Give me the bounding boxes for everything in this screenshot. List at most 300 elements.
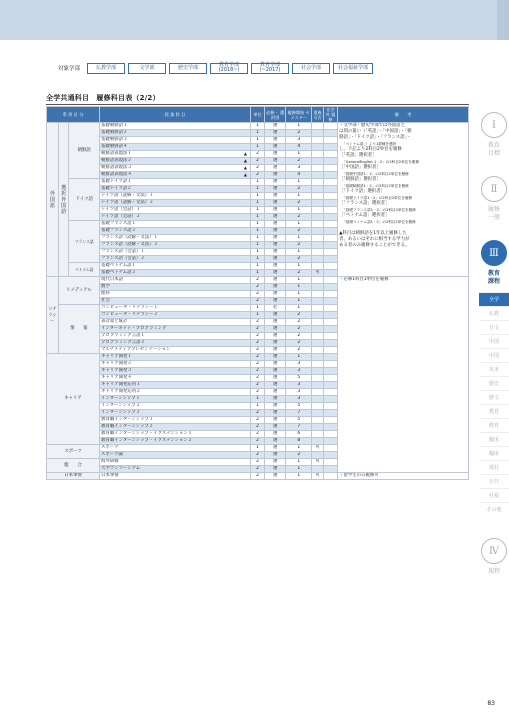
section-numeral-icon[interactable]: Ⅲ [481, 240, 507, 266]
semester-cell: 3 [286, 361, 312, 368]
subject-cell [100, 445, 251, 452]
category-cell: フランス語 [69, 221, 100, 263]
semester-cell: 2 [286, 326, 312, 333]
subject-name: キャリア開発２ [101, 361, 132, 366]
semester-cell: 1 [286, 151, 312, 158]
subject-name: 基礎ドイツ語１ [101, 179, 132, 184]
repeat-cell [312, 333, 324, 340]
semester-cell: 1 [286, 284, 312, 291]
repeat-cell [312, 235, 324, 242]
subject-cell [100, 235, 251, 242]
subject-name: インターンシップ２ [101, 403, 141, 408]
faculty-tag[interactable]: 教育学部 (2018~) [210, 63, 248, 74]
required-cell: 選 [265, 410, 286, 417]
units-cell: 1 [250, 193, 264, 200]
units-cell: 1 [250, 123, 264, 130]
header-units: 単位 [250, 107, 264, 123]
ac-cell [323, 438, 337, 445]
semester-cell: 7 [286, 410, 312, 417]
required-cell: 選 [265, 144, 286, 151]
units-cell: 1 [250, 403, 264, 410]
units-cell: 1 [250, 235, 264, 242]
ac-cell [323, 396, 337, 403]
triangle-icon: ▲ [243, 172, 247, 177]
subject-name: インターンシップ３ [101, 410, 141, 415]
repeat-cell: 可 [312, 473, 324, 480]
subject-cell [100, 144, 251, 151]
units-cell: 1 [250, 130, 264, 137]
semester-cell: 2 [286, 340, 312, 347]
sidebar-item[interactable]: 公共 [479, 474, 509, 488]
course-table [46, 106, 469, 480]
ac-cell [323, 354, 337, 361]
header-repeat: 重複 可否 [312, 107, 324, 123]
note-line: 「基礎ベトナム語1・2」の2科目2単位を履修 [342, 220, 416, 224]
ac-cell [323, 291, 337, 298]
sidebar-item[interactable]: 中国 [479, 348, 509, 362]
repeat-cell [312, 228, 324, 235]
semester-cell: 1 [286, 305, 312, 312]
subject-cell [100, 431, 251, 438]
notes-cell [338, 123, 469, 277]
subject-cell [100, 361, 251, 368]
subject-name: 朝鮮語表現法３ [101, 165, 132, 170]
section-sidebar [475, 104, 509, 576]
subject-cell [100, 403, 251, 410]
subject-name: キャリア開発４ [101, 375, 132, 380]
note-line: 「基礎中国語1・2」の2科目2単位を履修 [342, 172, 409, 176]
ac-cell [323, 172, 337, 179]
repeat-cell [312, 375, 324, 382]
ac-cell [323, 431, 337, 438]
repeat-cell [312, 214, 324, 221]
sidebar-item[interactable]: 歴史 [479, 376, 509, 390]
units-cell: 2 [250, 165, 264, 172]
repeat-cell [312, 165, 324, 172]
units-cell: 1 [250, 445, 264, 452]
repeat-cell [312, 277, 324, 284]
repeat-cell: 可 [312, 270, 324, 277]
units-cell: 1 [250, 228, 264, 235]
units-cell: 2 [250, 417, 264, 424]
subject-name: 理科 [101, 291, 110, 296]
subject-cell [100, 340, 251, 347]
note-line: 「基礎朝鮮語1・2」の2科目2単位を履修 [342, 184, 409, 188]
semester-cell: 2 [286, 270, 312, 277]
target-label: 対象学部 [58, 66, 81, 72]
required-cell: 選 [265, 151, 286, 158]
subject-cell [100, 312, 251, 319]
semester-cell: 1 [286, 221, 312, 228]
ac-cell [323, 445, 337, 452]
semester-cell: 6 [286, 431, 312, 438]
units-cell: 2 [250, 291, 264, 298]
units-cell: 2 [250, 375, 264, 382]
semester-cell: 5 [286, 403, 312, 410]
repeat-cell [312, 354, 324, 361]
subject-cell [100, 242, 251, 249]
subject-name: 基礎朝鮮語３ [101, 137, 128, 142]
semester-cell: 3 [286, 389, 312, 396]
ac-cell [323, 361, 337, 368]
subject-cell [100, 452, 251, 459]
subject-name: ドイツ語（読解・文法）２ [101, 200, 154, 205]
section-numeral-icon[interactable]: Ⅱ [481, 176, 507, 202]
units-cell: 2 [250, 347, 264, 354]
note-line: 「ベトナム語」）より1群種を選択 [342, 142, 397, 146]
subject-name: 基礎フランス語２ [101, 228, 137, 233]
sidebar-item[interactable]: 現社 [479, 460, 509, 474]
required-cell: 選 [265, 361, 286, 368]
ac-cell [323, 312, 337, 319]
semester-cell: 1 [286, 123, 312, 130]
triangle-icon: ▲ [243, 165, 247, 170]
repeat-cell [312, 361, 324, 368]
notes-cell: ・留学生のみ履修可 [338, 473, 469, 480]
subject-name: 基礎朝鮮語４ [101, 144, 128, 149]
title-rule [46, 104, 469, 105]
units-cell: 1 [250, 263, 264, 270]
repeat-cell [312, 326, 324, 333]
required-cell: 選 [265, 340, 286, 347]
page-number: 83 [487, 700, 495, 707]
subject-cell [100, 368, 251, 375]
semester-cell: 1 [286, 263, 312, 270]
subject-cell [100, 389, 251, 396]
faculty-tag[interactable]: 仏教学部 [87, 63, 125, 74]
faculty-filter [58, 62, 373, 74]
required-cell: 選 [265, 424, 286, 431]
subject-cell [100, 291, 251, 298]
repeat-cell [312, 347, 324, 354]
units-cell: 2 [250, 361, 264, 368]
subject-cell [100, 214, 251, 221]
subject-name: 表計算と統計 [101, 319, 128, 324]
note-line: し、下記より2科目2単位を履修 [339, 147, 402, 152]
ac-cell [323, 389, 337, 396]
repeat-cell [312, 389, 324, 396]
units-cell: 1 [250, 305, 264, 312]
semester-cell: 2 [286, 319, 312, 326]
section-label[interactable]: 規程 [487, 568, 500, 575]
units-cell: 1 [250, 144, 264, 151]
required-cell: 選 [265, 452, 286, 459]
ac-cell [323, 466, 337, 473]
faculty-tag[interactable]: 文学部 [128, 63, 166, 74]
header-band-edge [497, 0, 509, 40]
faculty-tag[interactable]: 社会学部 [292, 63, 330, 74]
subject-cell [100, 200, 251, 207]
sidebar-item[interactable]: 英米 [479, 362, 509, 376]
units-cell: 2 [250, 284, 264, 291]
repeat-cell [312, 466, 324, 473]
sidebar-item[interactable]: 教育 [479, 418, 509, 432]
note-line: ある者のみ履修することができる。 [339, 243, 410, 248]
semester-cell: 4 [286, 144, 312, 151]
ac-cell [323, 193, 337, 200]
units-cell: 1 [250, 200, 264, 207]
subject-name: 基礎フランス語１ [101, 221, 137, 226]
ac-cell [323, 333, 337, 340]
sidebar-item[interactable]: 仏教 [479, 306, 509, 320]
section-numeral-icon[interactable]: Ⅳ [481, 538, 507, 564]
required-cell: 選 [265, 298, 286, 305]
semester-cell: 1 [286, 249, 312, 256]
subject-cell [100, 130, 251, 137]
note-line: ［「朝鮮語」選択者］ [339, 177, 381, 182]
units-cell: 2 [250, 473, 264, 480]
ac-cell [323, 263, 337, 270]
subject-cell [100, 417, 251, 424]
sidebar-item[interactable]: 日文 [479, 320, 509, 334]
category-cell: ベトナム語 [69, 263, 100, 277]
sidebar-item[interactable]: 全学 [479, 292, 509, 306]
repeat-cell [312, 123, 324, 130]
units-cell: 2 [250, 368, 264, 375]
units-cell: 2 [250, 354, 264, 361]
subject-name: インターネット・プログラミング [101, 326, 167, 331]
required-cell: 選 [265, 228, 286, 235]
semester-cell: 1 [286, 445, 312, 452]
repeat-cell [312, 186, 324, 193]
ac-cell [323, 403, 337, 410]
subject-name: 基礎朝鮮語２ [101, 130, 128, 135]
ac-cell [323, 326, 337, 333]
semester-cell: 1 [286, 291, 312, 298]
subject-name: 朝鮮語表現法４ [101, 172, 132, 177]
table-row [47, 123, 469, 130]
required-cell: 選 [265, 354, 286, 361]
units-cell: 1 [250, 270, 264, 277]
subject-cell [100, 375, 251, 382]
table-row [47, 277, 469, 284]
subject-cell [100, 396, 251, 403]
subject-cell [100, 207, 251, 214]
triangle-icon: ▲ [243, 151, 247, 156]
subject-name: キャリア開発１ [101, 354, 132, 359]
required-cell: 選 [265, 382, 286, 389]
ac-cell [323, 256, 337, 263]
subject-cell [100, 193, 251, 200]
subject-cell [100, 438, 251, 445]
subject-name: 海外研修 [101, 459, 119, 464]
category-cell: 朝鮮語 [69, 123, 100, 179]
repeat-cell [312, 137, 324, 144]
subject-cell [100, 298, 251, 305]
ac-cell [323, 284, 337, 291]
subject-name: 基礎ドイツ語２ [101, 186, 132, 191]
subject-cell [100, 186, 251, 193]
subject-name: スポーツ論 [101, 452, 123, 457]
semester-cell: 2 [286, 312, 312, 319]
units-cell: 2 [250, 298, 264, 305]
required-cell: 選 [265, 459, 286, 466]
ac-cell [323, 151, 337, 158]
repeat-cell [312, 158, 324, 165]
semester-cell: 5 [286, 375, 312, 382]
ac-cell [323, 221, 337, 228]
units-cell: 2 [250, 382, 264, 389]
subject-name: フランス語（会話）１ [101, 249, 145, 254]
subject-cell [100, 137, 251, 144]
semester-cell: 3 [286, 396, 312, 403]
required-cell: 選 [265, 123, 286, 130]
semester-cell: 1 [286, 277, 312, 284]
subject-name: 基礎ベトナム語２ [101, 270, 136, 275]
subject-name: フランス語（読解・文法）１ [101, 235, 158, 240]
category-cell: 日本事情 [47, 473, 100, 480]
semester-cell: 3 [286, 368, 312, 375]
subject-name: 教育職インターンシップ１ [101, 417, 154, 422]
sidebar-item[interactable]: 臨床 [479, 432, 509, 446]
repeat-cell [312, 179, 324, 186]
ac-cell [323, 144, 337, 151]
semester-cell: 2 [286, 256, 312, 263]
subject-cell [100, 277, 251, 284]
faculty-tag[interactable]: 歴史学部 [169, 63, 207, 74]
required-cell: 選 [265, 473, 286, 480]
subject-cell [100, 249, 251, 256]
required-cell: 選 [265, 347, 286, 354]
subject-name: プログラミング言語１ [101, 333, 145, 338]
subject-name: 朝鮮語表現法２ [101, 158, 132, 163]
repeat-cell [312, 130, 324, 137]
required-cell: 選 [265, 263, 286, 270]
required-cell: 選 [265, 277, 286, 284]
sidebar-item[interactable]: 社福 [479, 488, 509, 502]
repeat-cell [312, 368, 324, 375]
semester-cell: 2 [286, 347, 312, 354]
required-cell: 選 [265, 158, 286, 165]
section-label[interactable]: 教育 目標 [487, 142, 500, 157]
note-line: 「GeneralEnglish 1・2」の2科目2単位を履修 [342, 160, 420, 164]
subject-name: フランス語（会話）２ [101, 256, 145, 261]
semester-cell: 2 [286, 228, 312, 235]
required-cell: 選 [265, 438, 286, 445]
subject-name: コンピュータ・リテラシー２ [101, 312, 159, 317]
ac-cell [323, 186, 337, 193]
semester-cell: 2 [286, 158, 312, 165]
semester-cell: 3 [286, 382, 312, 389]
units-cell: 2 [250, 431, 264, 438]
units-cell: 2 [250, 333, 264, 340]
required-cell: 選 [265, 284, 286, 291]
ac-cell [323, 207, 337, 214]
subject-name: 教育職インターンシップ・イクステンション２ [101, 438, 193, 443]
ac-cell [323, 242, 337, 249]
sidebar-item[interactable]: 中国 [479, 334, 509, 348]
units-cell: 1 [250, 221, 264, 228]
required-cell: 選 [265, 445, 286, 452]
ac-cell [323, 319, 337, 326]
semester-cell: 3 [286, 165, 312, 172]
required-cell: 必 [265, 305, 286, 312]
required-cell: 選 [265, 333, 286, 340]
header-required: 必修・ 選択別 [265, 107, 286, 123]
repeat-cell [312, 263, 324, 270]
category-cell: リメディアル [58, 277, 99, 305]
subject-name: 現代日本語 [101, 277, 124, 282]
section-numeral-icon[interactable]: Ⅰ [481, 112, 507, 138]
note-line: 「基礎ドイツ語1・2」の2科目2単位を履修 [342, 196, 413, 200]
header-subject: 授 業 科 目 [100, 107, 251, 123]
section-label[interactable]: 教育 課程 [487, 270, 500, 285]
subject-cell [100, 158, 251, 165]
ac-cell [323, 277, 337, 284]
note-line: ［「ベトナム語」選択者］ [339, 213, 390, 218]
ac-cell [323, 228, 337, 235]
required-cell: 選 [265, 179, 286, 186]
subject-name: 数学 [101, 284, 110, 289]
subject-cell [100, 165, 251, 172]
subject-name: コンピュータ・リテラシー１ [101, 305, 159, 310]
subject-cell [100, 221, 251, 228]
sidebar-item[interactable]: 教育 [479, 404, 509, 418]
semester-cell: 2 [286, 333, 312, 340]
note-line: 者、あるいはそれに相当する学力が [339, 237, 410, 242]
subject-name: 大学コンソーシアム [101, 466, 141, 471]
ac-cell [323, 270, 337, 277]
required-cell: 選 [265, 200, 286, 207]
required-cell: 選 [265, 431, 286, 438]
subject-cell [100, 354, 251, 361]
ac-cell [323, 165, 337, 172]
subject-name: 朝鮮語表現法１ [101, 151, 132, 156]
note-line: ［「中国語」選択者］ [339, 165, 381, 170]
units-cell: 1 [250, 207, 264, 214]
required-cell: 選 [265, 326, 286, 333]
category-cell: スポーツ [47, 445, 100, 459]
repeat-cell [312, 340, 324, 347]
ac-cell [323, 340, 337, 347]
repeat-cell [312, 438, 324, 445]
semester-cell: 7 [286, 424, 312, 431]
required-cell: 選 [265, 130, 286, 137]
note-line: 「基礎フランス語1・2」の2科目2単位を履修 [342, 208, 416, 212]
subject-cell [100, 172, 251, 179]
subject-name: 基礎ベトナム語１ [101, 263, 136, 268]
subject-cell [100, 424, 251, 431]
ac-cell [323, 200, 337, 207]
faculty-tag[interactable]: 教育学部 (~2017) [251, 63, 289, 74]
semester-cell: 1 [286, 466, 312, 473]
section-label[interactable]: 履修 一般 [487, 206, 500, 221]
subject-cell [100, 228, 251, 235]
repeat-cell [312, 417, 324, 424]
repeat-cell [312, 305, 324, 312]
subject-name: インターンシップ１ [101, 396, 141, 401]
category-cell: 選 択 外 国 語 [58, 123, 69, 277]
sidebar-item[interactable]: 歴文 [479, 390, 509, 404]
subject-name: 教育職インターンシップ・イクステンション１ [101, 431, 193, 436]
required-cell: 選 [265, 312, 286, 319]
faculty-tag[interactable]: 社会福祉学部 [333, 63, 373, 74]
page-title: 全学共通科目 履修科目表（2/2） [46, 94, 160, 102]
category-cell: 外 国 語 [47, 123, 59, 277]
units-cell: 1 [250, 312, 264, 319]
ac-cell [323, 410, 337, 417]
header-semester: 履修開始 セメスター [286, 107, 312, 123]
required-cell: 選 [265, 221, 286, 228]
ac-cell [323, 459, 337, 466]
ac-cell [323, 375, 337, 382]
sidebar-item[interactable]: その他 [479, 502, 509, 516]
units-cell: 2 [250, 340, 264, 347]
ac-cell [323, 249, 337, 256]
sidebar-item[interactable]: 臨床 [479, 446, 509, 460]
units-cell: 1 [250, 242, 264, 249]
subject-name: フランス語（読解・文法）２ [101, 242, 158, 247]
